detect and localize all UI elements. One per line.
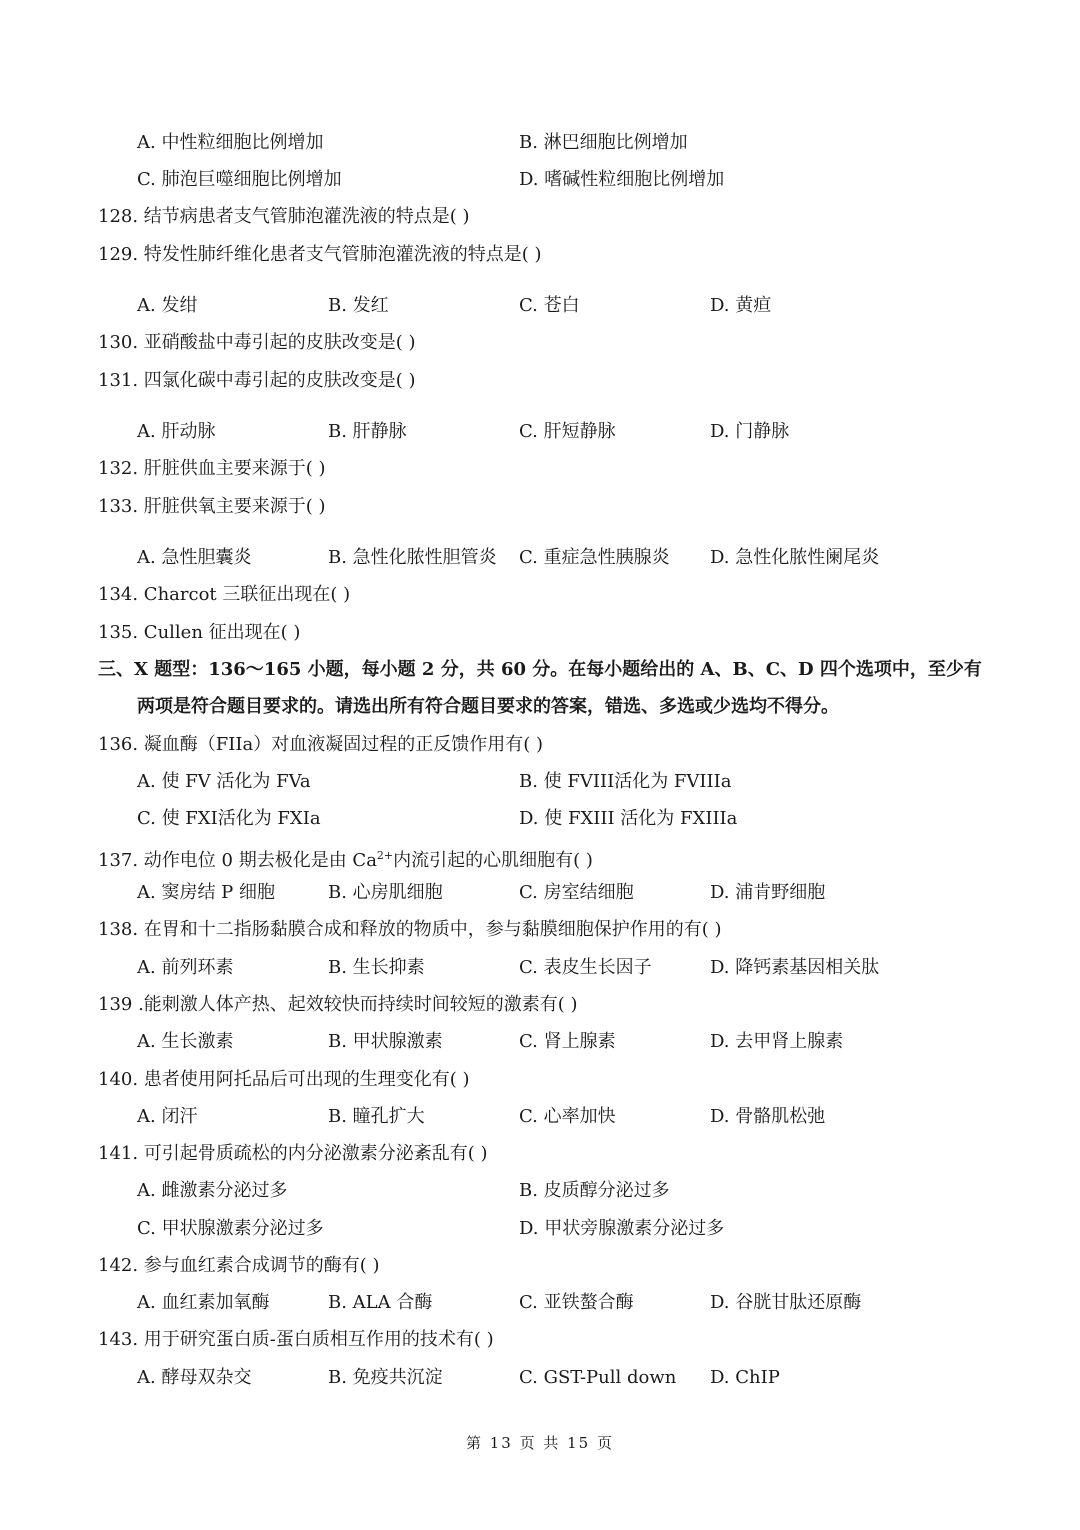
option-b: B. 皮质醇分泌过多 (519, 1180, 670, 1201)
option-c: C. 苍白 (519, 295, 580, 316)
option-c: C. 使 FXI活化为 FXIa (137, 808, 321, 829)
option-c: C. 亚铁螯合酶 (519, 1292, 634, 1313)
question-140 (0, 1065, 1080, 1095)
section-header-cont (0, 692, 1080, 722)
question-142 (0, 1251, 1080, 1281)
options-row (0, 543, 1080, 573)
option-c: C. 重症急性胰腺炎 (519, 547, 670, 568)
question-text: 141. 可引起骨质疏松的内分泌激素分泌紊乱有( ) (98, 1143, 488, 1164)
question-text: 129. 特发性肺纤维化患者支气管肺泡灌洗液的特点是( ) (98, 244, 542, 265)
options-row (0, 1027, 1080, 1057)
question-141 (0, 1139, 1080, 1169)
option-c: C. 房室结细胞 (519, 882, 634, 903)
question-128 (0, 202, 1080, 232)
question-text: 130. 亚硝酸盐中毒引起的皮肤改变是( ) (98, 332, 416, 353)
question-137 (0, 841, 1080, 871)
question-text: 143. 用于研究蛋白质-蛋白质相互作用的技术有( ) (98, 1329, 494, 1350)
options-row (0, 165, 1080, 195)
question-143 (0, 1325, 1080, 1355)
option-c: C. GST-Pull down (519, 1367, 677, 1388)
options-row (0, 128, 1080, 158)
option-b: B. ALA 合酶 (328, 1292, 433, 1313)
option-b: B. 心房肌细胞 (328, 882, 443, 903)
options-row (0, 1102, 1080, 1132)
question-text: 128. 结节病患者支气管肺泡灌洗液的特点是( ) (98, 206, 470, 227)
options-row (0, 878, 1080, 908)
option-b: B. 发红 (328, 295, 389, 316)
option-a: A. 生长激素 (137, 1031, 234, 1052)
option-a: A. 发绀 (137, 295, 198, 316)
option-d: D. 降钙素基因相关肽 (710, 957, 880, 978)
option-c: C. 甲状腺激素分泌过多 (137, 1218, 324, 1239)
option-d: D. 浦肯野细胞 (710, 882, 826, 903)
option-d: D. 使 FXIII 活化为 FXIIIa (519, 808, 738, 829)
option-d: D. 谷胱甘肽还原酶 (710, 1292, 862, 1313)
options-row (0, 417, 1080, 447)
section-instruction-line1: 三、X 题型：136～165 小题，每小题 2 分，共 60 分。在每小题给出的 A、B、C、D 四个选项中，至少有 (98, 659, 982, 680)
option-a: A. 中性粒细胞比例增加 (137, 132, 324, 153)
options-row (0, 953, 1080, 983)
question-138 (0, 915, 1080, 945)
question-133 (0, 492, 1080, 522)
option-d: D. 黄疸 (710, 295, 772, 316)
option-b: B. 急性化脓性胆管炎 (328, 547, 497, 568)
option-a: A. 肝动脉 (137, 421, 216, 442)
question-text: 138. 在胃和十二指肠黏膜合成和释放的物质中，参与黏膜细胞保护作用的有( ) (98, 919, 722, 940)
option-c: C. 表皮生长因子 (519, 957, 652, 978)
option-b: B. 淋巴细胞比例增加 (519, 132, 688, 153)
question-129 (0, 240, 1080, 270)
options-row (0, 1214, 1080, 1244)
page-number: 第 13 页 共 15 页 (465, 1434, 614, 1452)
question-text-part1: 137. 动作电位 0 期去极化是由 Ca (98, 850, 377, 871)
question-text-part2: 内流引起的心肌细胞有( ) (393, 850, 593, 871)
options-row (0, 767, 1080, 797)
option-a: A. 雌激素分泌过多 (137, 1180, 288, 1201)
option-d: D. ChIP (710, 1367, 780, 1388)
section-instruction-line2: 两项是符合题目要求的。请选出所有符合题目要求的答案，错选、多选或少选均不得分。 (137, 696, 839, 717)
option-d: D. 嗜碱性粒细胞比例增加 (519, 169, 725, 190)
option-b: B. 使 FVIII活化为 FVIIIa (519, 771, 732, 792)
options-row (0, 804, 1080, 834)
option-c: C. 肺泡巨噬细胞比例增加 (137, 169, 342, 190)
question-text: 135. Cullen 征出现在( ) (98, 622, 301, 643)
option-d: D. 甲状旁腺激素分泌过多 (519, 1218, 725, 1239)
option-b: B. 生长抑素 (328, 957, 425, 978)
question-text: 131. 四氯化碳中毒引起的皮肤改变是( ) (98, 370, 416, 391)
question-text: 139 .能刺激人体产热、起效较快而持续时间较短的激素有( ) (98, 994, 578, 1015)
option-d: D. 去甲肾上腺素 (710, 1031, 844, 1052)
options-row (0, 1288, 1080, 1318)
options-row (0, 1363, 1080, 1393)
question-text: 140. 患者使用阿托品后可出现的生理变化有( ) (98, 1069, 470, 1090)
option-c: C. 肝短静脉 (519, 421, 616, 442)
option-c: C. 肾上腺素 (519, 1031, 616, 1052)
question-134 (0, 580, 1080, 610)
question-text: 134. Charcot 三联征出现在( ) (98, 584, 351, 605)
superscript-charge: 2+ (376, 849, 394, 862)
option-d: D. 骨骼肌松弛 (710, 1106, 826, 1127)
question-136 (0, 730, 1080, 760)
option-b: B. 肝静脉 (328, 421, 407, 442)
option-b: B. 甲状腺激素 (328, 1031, 443, 1052)
section-header (0, 655, 1080, 685)
option-a: A. 急性胆囊炎 (137, 547, 252, 568)
option-a: A. 窦房结 P 细胞 (137, 882, 275, 903)
question-131 (0, 366, 1080, 396)
option-a: A. 血红素加氧酶 (137, 1292, 270, 1313)
question-text: 142. 参与血红素合成调节的酶有( ) (98, 1255, 380, 1276)
question-text: 132. 肝脏供血主要来源于( ) (98, 458, 326, 479)
option-d: D. 急性化脓性阑尾炎 (710, 547, 880, 568)
question-text: 133. 肝脏供氧主要来源于( ) (98, 496, 326, 517)
options-row (0, 1176, 1080, 1206)
option-a: A. 闭汗 (137, 1106, 198, 1127)
option-a: A. 前列环素 (137, 957, 234, 978)
option-b: B. 免疫共沉淀 (328, 1367, 443, 1388)
option-a: A. 酵母双杂交 (137, 1367, 252, 1388)
question-135 (0, 618, 1080, 648)
option-c: C. 心率加快 (519, 1106, 616, 1127)
question-text (98, 841, 593, 876)
question-132 (0, 454, 1080, 484)
option-a: A. 使 FV 活化为 FVa (137, 771, 311, 792)
question-130 (0, 328, 1080, 358)
question-text: 136. 凝血酶（FIIa）对血液凝固过程的正反馈作用有( ) (98, 734, 544, 755)
options-row (0, 291, 1080, 321)
option-b: B. 瞳孔扩大 (328, 1106, 425, 1127)
question-139 (0, 990, 1080, 1020)
option-d: D. 门静脉 (710, 421, 790, 442)
